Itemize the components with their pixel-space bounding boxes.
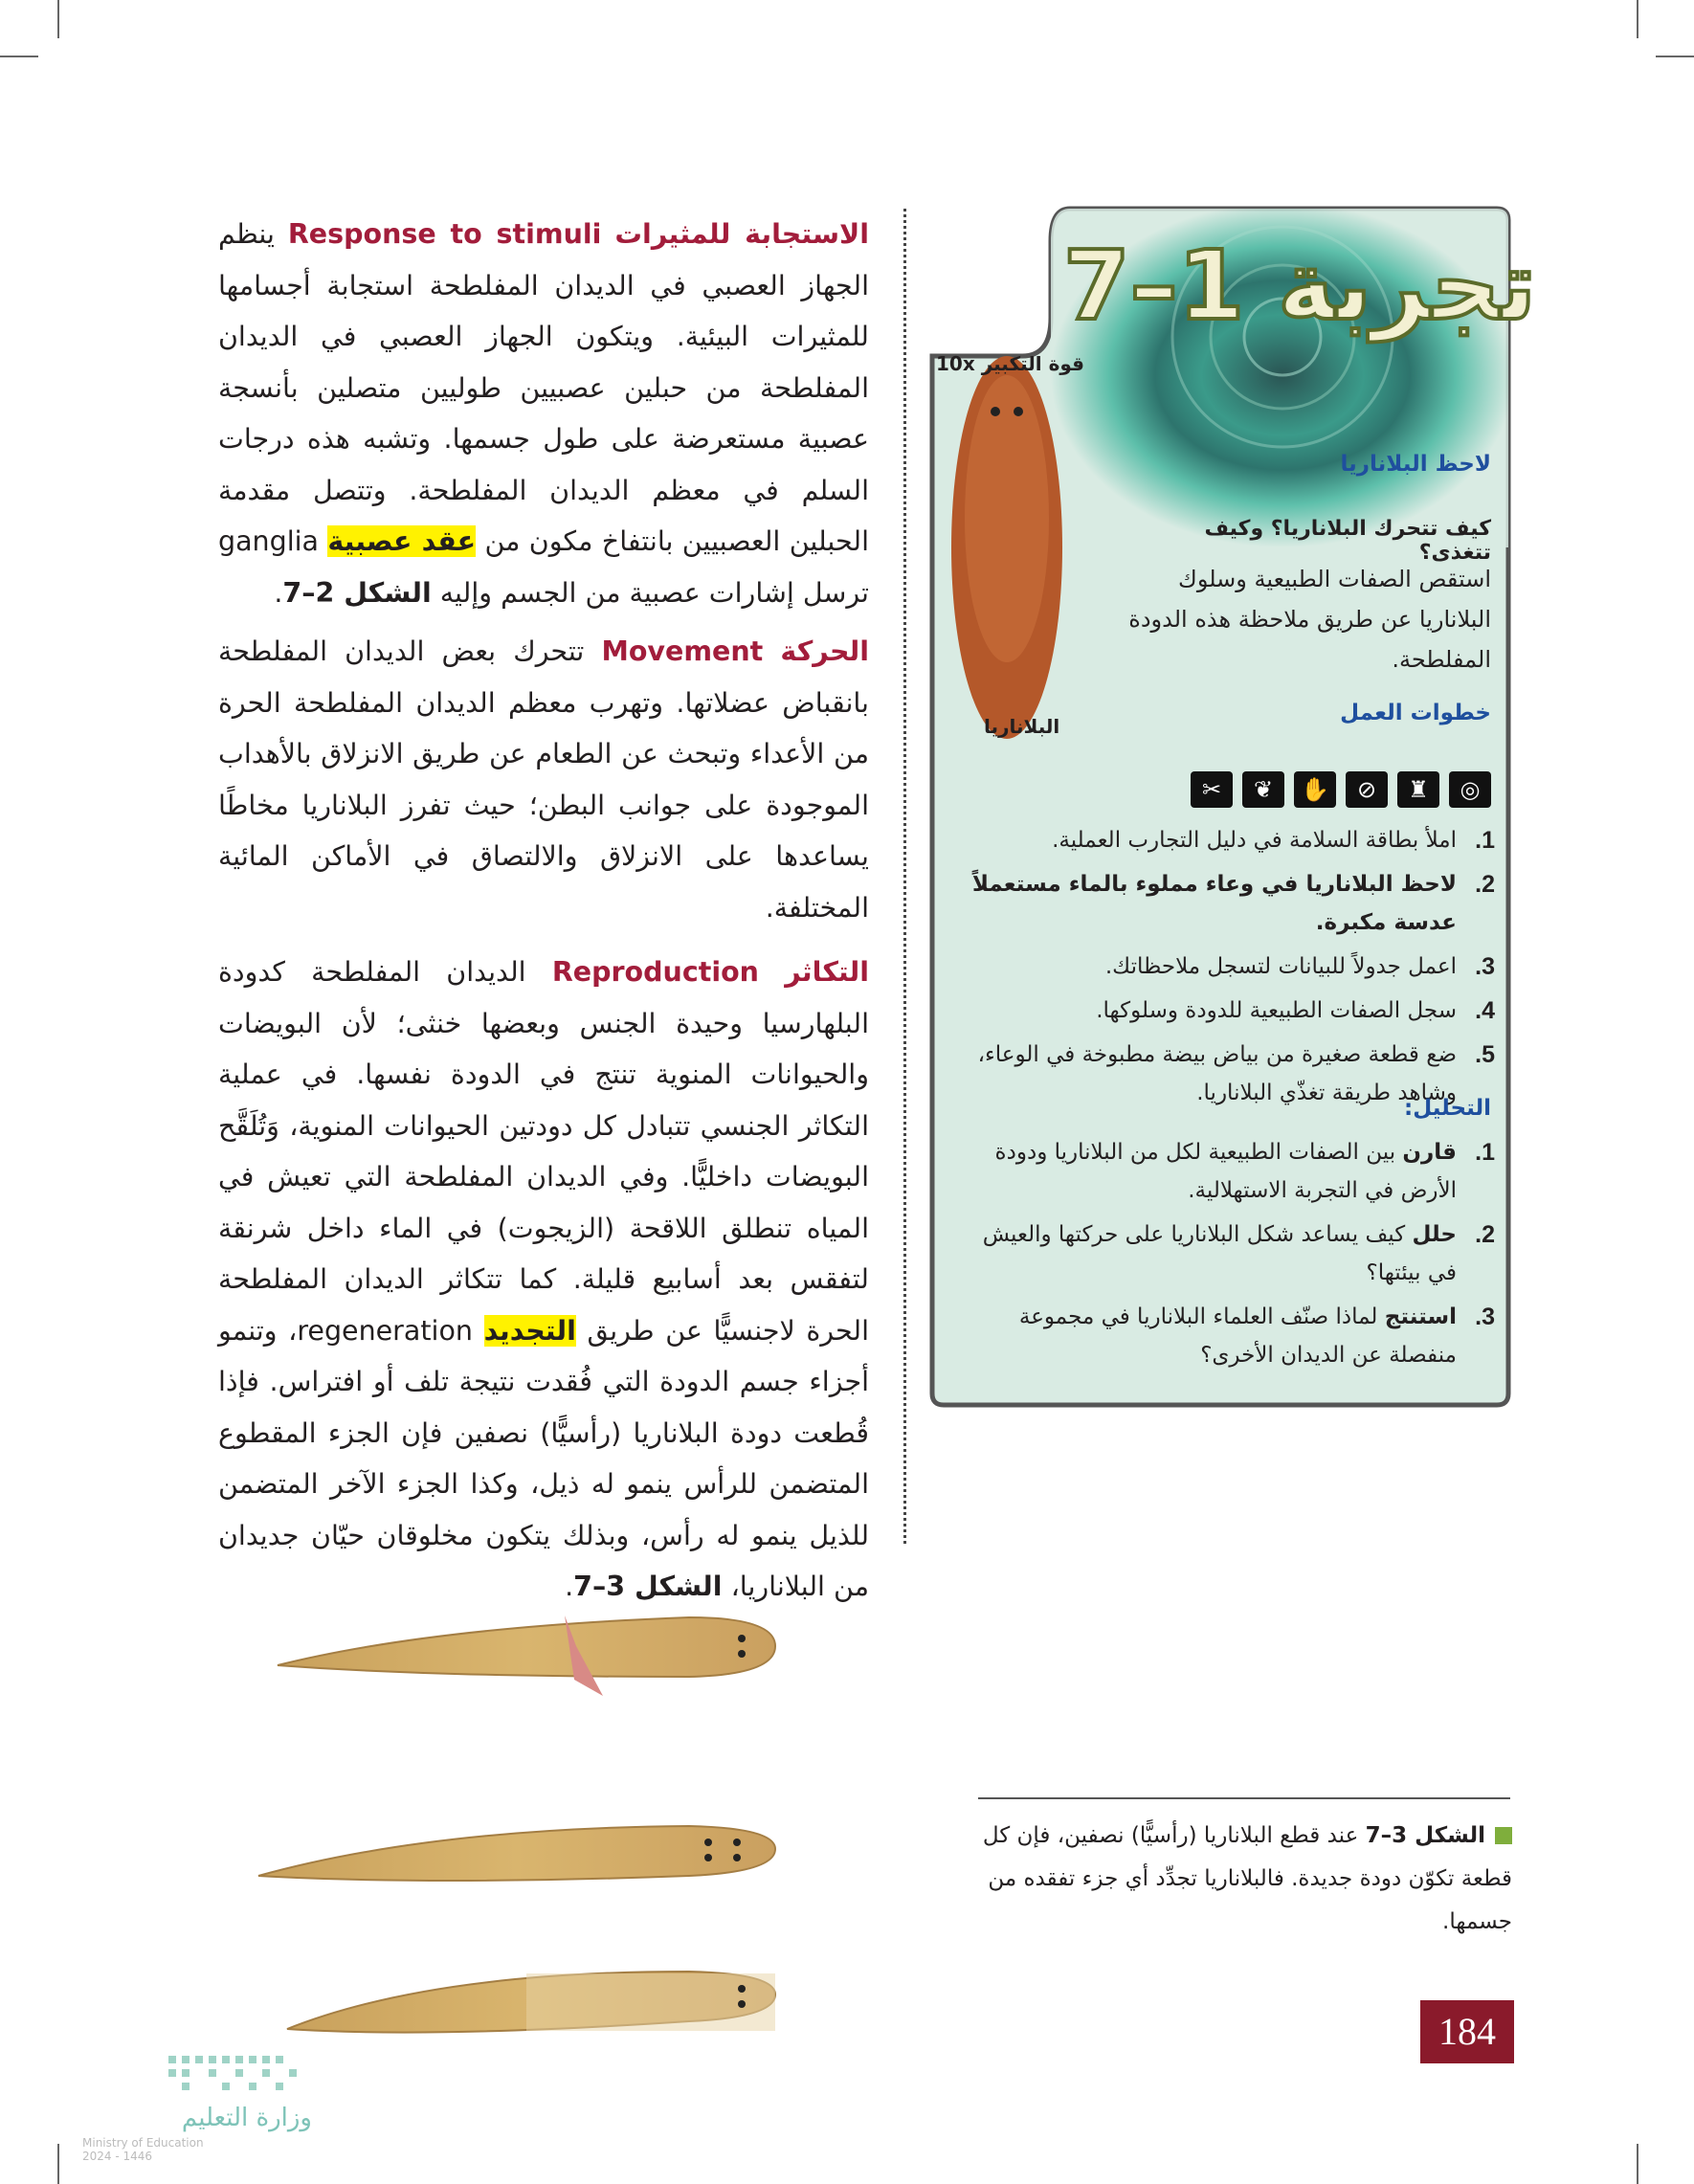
caption-label: الشكل 3–7 <box>1365 1823 1485 1848</box>
paragraph-text: تتحرك بعض الديدان المفلطحة بانقباض عضلاتها. وتهرب معظم الديدان المفلطحة الحرة من الأعداء وتبحث عن الطعام عن طريق الانزلاق بالأهداب الموجودة على جوانب البطن؛ حيث تفرز البلاناريا مخاطًا يساعدها على الانزلاق والالتصاق في الأماكن المائية المختلفة. <box>218 635 869 924</box>
paragraph-text: الديدان المفلطحة كدودة البلهارسيا وحيدة الجنس وبعضها خنثى؛ لأن البويضات والحيوانات المنوية تنتج في الدودة نفسها. في عملية التكاثر الجنسي تتبادل كل دودتين الحيوانات المنوية، وَتُلَقَّح البويضات داخليًّا. وفي الديدان المفلطحة التي تعيش في المياه تنطلق اللاقحة (الزيجوت) في الماء داخل شرنقة لتفقس بعد أسابيع قليلة. كما تتكاثر الديدان المفلطحة الحرة لاجنسيًّا عن طريق <box>218 956 869 1347</box>
caption-bullet-icon <box>1495 1827 1512 1844</box>
item-number: 2. <box>1475 1221 1495 1248</box>
paragraph-text: ، وتنمو أجزاء جسم الدودة التي فُقدت نتيجة تلف أو افتراس. فإذا قُطعت دودة البلاناريا (رأسيًّا) نصفين فإن الجزء المقطوع المتضمن للرأس ينمو له ذيل، وكذا الجزء الآخر المتضمن للذيل ينمو له رأس، وبذلك يتكون مخلوقان حيّان جديدان من البلاناريا، <box>218 1314 869 1602</box>
sharp-object-icon: ✂ <box>1191 771 1233 808</box>
photo-label: البلاناريا <box>984 715 1060 738</box>
step-number: 5. <box>1475 1041 1495 1068</box>
hand-wash-icon: ✋ <box>1294 771 1336 808</box>
english-term: Reproduction <box>551 956 759 988</box>
steps-list <box>953 821 1495 1118</box>
ministry-name-arabic: وزارة التعليم <box>181 2104 312 2132</box>
ministry-year: 2024 - 1446 <box>82 2150 153 2163</box>
figure-reference: الشكل 3–7 <box>573 1571 723 1602</box>
english-term: regeneration <box>297 1314 473 1347</box>
list-item <box>953 821 1495 859</box>
no-eating-icon: ⊘ <box>1346 771 1388 808</box>
crop-mark <box>1656 56 1694 57</box>
item-text: بين الصفات الطبيعية لكل من البلاناريا ودودة الأرض في التجربة الاستهلالية. <box>994 1140 1457 1203</box>
lab-coat-icon: ♜ <box>1397 771 1439 808</box>
experiment-intro: استقص الصفات الطبيعية وسلوك البلاناريا عن طريق ملاحظة هذه الدودة المفلطحة. <box>1128 566 1491 673</box>
list-item <box>953 992 1495 1030</box>
worm-regenerated <box>287 1972 775 2033</box>
goggles-icon: ◎ <box>1449 771 1491 808</box>
crop-mark <box>1637 0 1638 38</box>
english-term: Response to stimuli <box>287 218 602 250</box>
list-item <box>953 1298 1495 1374</box>
step-number: 3. <box>1475 953 1495 980</box>
column-divider <box>903 209 906 1544</box>
steps-title: خطوات العمل <box>1340 701 1491 725</box>
section-heading: التكاثر <box>785 956 869 988</box>
english-term: ganglia <box>218 525 320 557</box>
step-text: لاحظ البلاناريا في وعاء مملوء بالماء مستعملاً عدسة مكبرة. <box>971 872 1457 935</box>
crop-mark <box>1637 2144 1638 2184</box>
paragraph-movement <box>218 626 869 933</box>
step-text: سجل الصفات الطبيعية للدودة وسلوكها. <box>1096 998 1457 1023</box>
list-item <box>953 1215 1495 1292</box>
step-number: 2. <box>1475 871 1495 898</box>
analysis-title: التحليل: <box>1404 1096 1491 1121</box>
highlighted-term: عقد عصبية <box>327 525 477 557</box>
item-text: كيف يساعد شكل البلاناريا على حركتها والعيش في بيئتها؟ <box>982 1222 1457 1285</box>
english-term: Movement <box>601 635 764 667</box>
main-text-column <box>218 209 869 1620</box>
punctuation: . <box>565 1571 574 1602</box>
step-text: املأ بطاقة السلامة في دليل التجارب العملية. <box>1052 828 1457 853</box>
ministry-logo <box>82 2054 312 2163</box>
caption-text: عند قطع البلاناريا (رأسيًّا) نصفين، فإن كل قطعة تكوّن دودة جديدة. فالبلاناريا تجدِّد أي جزء تفقده من جسمها. <box>982 1823 1512 1934</box>
step-number: 4. <box>1475 997 1495 1024</box>
crop-mark <box>0 56 38 57</box>
action-verb: قارن <box>1402 1140 1457 1165</box>
crop-mark <box>57 0 59 38</box>
caption-rule <box>978 1797 1510 1799</box>
item-text: لماذا صنّف العلماء البلاناريا في مجموعة منفصلة عن الديدان الأخرى؟ <box>1018 1304 1457 1368</box>
magnification-label: قوة التكبير 10x <box>936 352 1085 375</box>
item-number: 3. <box>1475 1304 1495 1330</box>
observe-title: لاحظ البلاناريا <box>1340 452 1491 477</box>
paragraph-reproduction <box>218 947 869 1613</box>
paragraph-response-to-stimuli <box>218 209 869 618</box>
worm-cut <box>278 1616 775 1696</box>
figure-caption <box>967 1815 1512 1944</box>
regeneration-figure <box>239 1589 852 2106</box>
highlighted-term: التجديد <box>483 1314 576 1347</box>
ministry-name-english: Ministry of Education <box>82 2136 204 2150</box>
paragraph-text: ينظم الجهاز العصبي في الديدان المفلطحة استجابة أجسامها للمثيرات البيئية. ويتكون الجهاز العصبي في الديدان المفلطحة من حبلين عصبيين طوليين متصلين بأنسجة عصبية مستعرضة على طول جسمها. وتشبه هذه درجات السلم في معظم الديدان المفلطحة. وتتصل مقدمة الحبلين العصبيين بانتفاخ مكون من <box>218 218 870 557</box>
experiment-title: تجربة 1–7 <box>1062 230 1537 342</box>
safety-icons <box>1147 771 1491 810</box>
step-text: ضع قطعة صغيرة من بياض بيضة مطبوخة في الوعاء، وشاهد طريقة تغذّي البلاناريا. <box>977 1042 1457 1105</box>
list-item <box>953 865 1495 942</box>
section-heading: الحركة <box>780 635 870 667</box>
step-text: اعمل جدولاً للبيانات لتسجل ملاحظاتك. <box>1104 954 1457 979</box>
item-number: 1. <box>1475 1139 1495 1166</box>
worm-regenerating <box>258 1826 775 1881</box>
ministry-logo-mark <box>82 2054 312 2100</box>
animal-safety-icon: ❦ <box>1242 771 1284 808</box>
list-item <box>953 947 1495 986</box>
action-verb: حلل <box>1412 1222 1457 1247</box>
punctuation: . <box>274 576 283 609</box>
crop-mark <box>57 2144 59 2184</box>
experiment-question: كيف تتحرك البلاناريا؟ وكيف تتغذى؟ <box>1204 517 1491 565</box>
page-number: 184 <box>1420 2000 1514 2063</box>
figure-reference: الشكل 2–7 <box>282 576 432 609</box>
paragraph-text: ترسل إشارات عصبية من الجسم وإليه <box>431 576 869 609</box>
list-item <box>953 1133 1495 1210</box>
action-verb: استنتج <box>1384 1304 1457 1329</box>
section-heading: الاستجابة للمثيرات <box>614 218 869 250</box>
step-number: 1. <box>1475 827 1495 854</box>
analysis-list <box>953 1133 1495 1380</box>
